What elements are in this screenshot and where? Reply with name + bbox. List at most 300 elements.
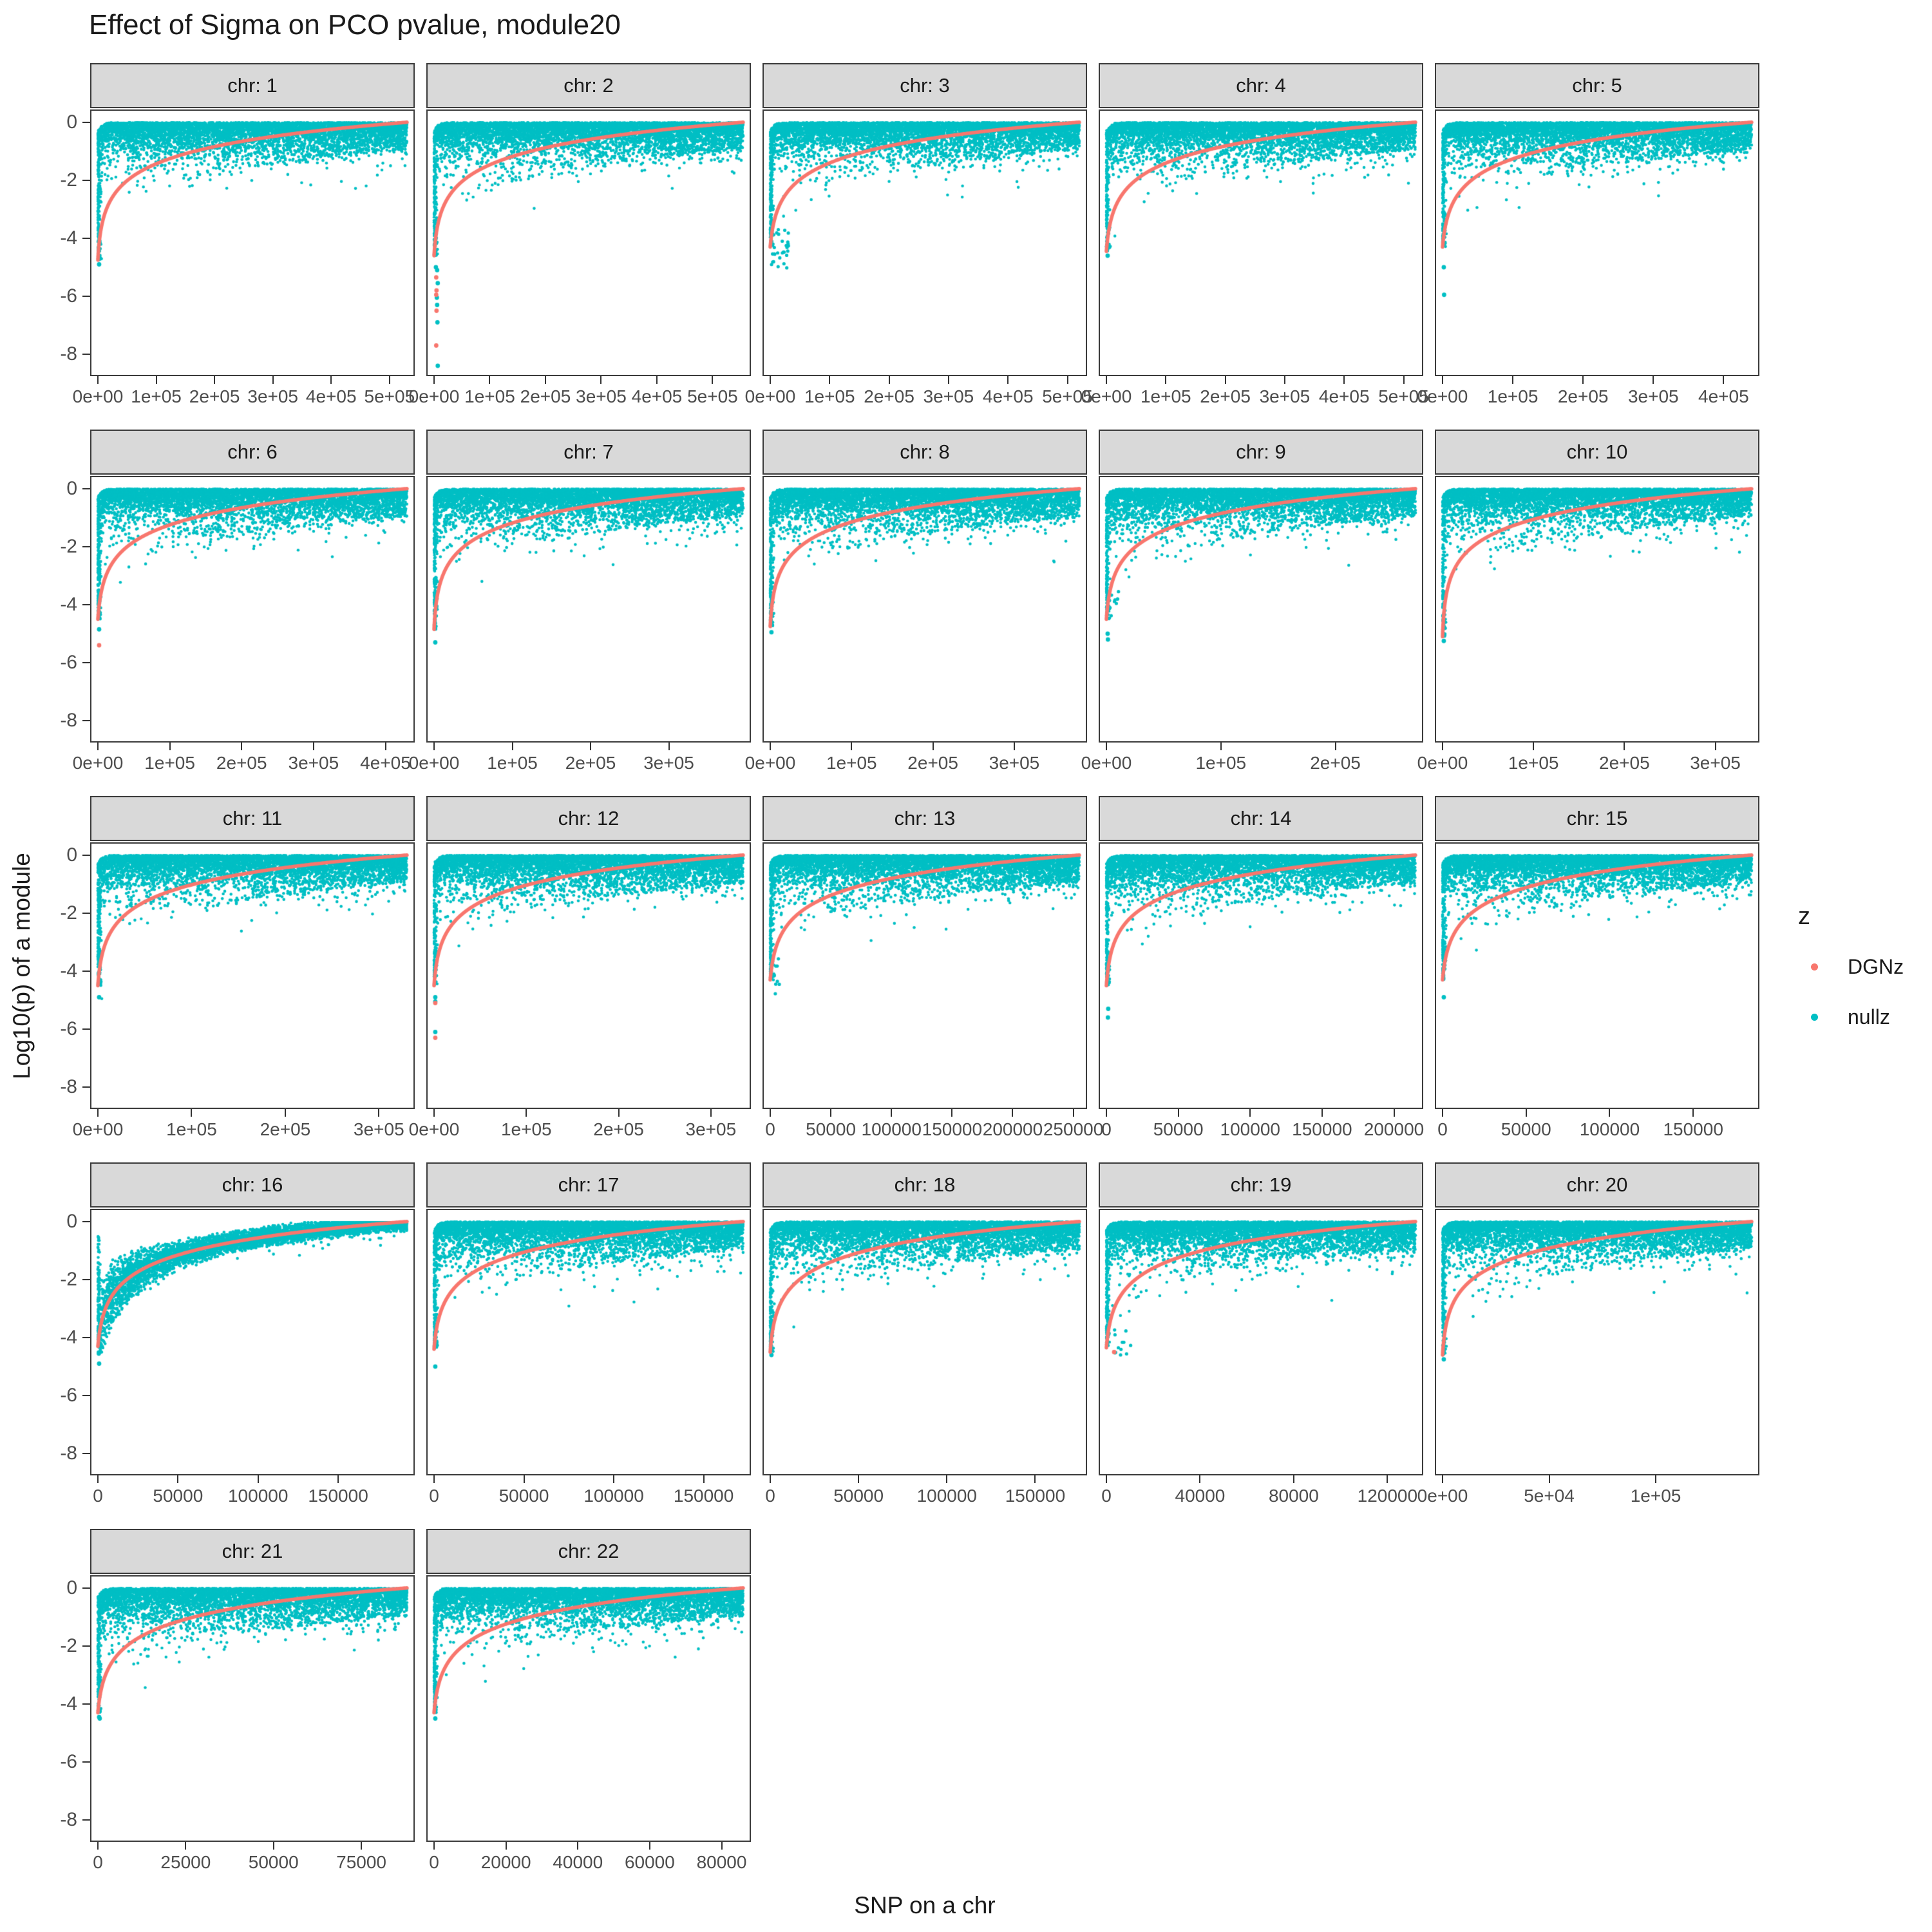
x-tick — [1220, 743, 1222, 750]
x-tick — [313, 743, 314, 750]
x-tick-label: 50000 — [833, 1486, 884, 1506]
x-tick-label: 100000 — [583, 1486, 644, 1506]
y-tick — [82, 488, 90, 489]
x-tick — [600, 376, 601, 384]
x-tick — [1073, 1109, 1074, 1117]
x-tick — [830, 1109, 831, 1117]
facet-strip-label: chr: 7 — [564, 440, 614, 463]
x-tick-label: 1e+05 — [144, 753, 195, 773]
x-tick-label: 50000 — [498, 1486, 549, 1506]
x-tick — [1609, 1109, 1610, 1117]
x-tick-label: 50000 — [806, 1119, 857, 1139]
facet-strip-18 — [762, 1162, 1087, 1208]
y-tick — [82, 1279, 90, 1280]
facet-strip-label: chr: 12 — [558, 807, 620, 829]
x-tick-label: 3e+05 — [354, 1119, 404, 1139]
x-tick — [1692, 1109, 1694, 1117]
x-tick — [710, 1109, 712, 1117]
y-tick-label: -8 — [60, 1076, 77, 1097]
x-tick-label: 0e+00 — [72, 386, 124, 406]
x-tick-label: 5e+05 — [687, 386, 738, 406]
x-tick — [1387, 1475, 1388, 1483]
x-tick — [97, 1842, 99, 1850]
x-tick-label: 80000 — [696, 1852, 747, 1872]
x-tick-label: 250000 — [1043, 1119, 1104, 1139]
facet-strip-22 — [426, 1529, 751, 1574]
facet-panel-8 — [762, 476, 1087, 743]
x-tick-label: 80000 — [1268, 1486, 1319, 1506]
x-tick — [770, 743, 771, 750]
scatter-canvas-5 — [1436, 111, 1758, 375]
facet-strip-label: chr: 20 — [1566, 1173, 1628, 1196]
x-tick-label: 3e+05 — [989, 753, 1040, 773]
x-tick-label: 4e+05 — [1698, 386, 1749, 406]
x-tick-label: 2e+05 — [216, 753, 267, 773]
y-tick — [82, 1337, 90, 1338]
facet-strip-label: chr: 17 — [558, 1173, 620, 1196]
x-tick — [545, 376, 546, 384]
x-tick — [1178, 1109, 1179, 1117]
x-tick — [526, 1109, 527, 1117]
facet-strip-label: chr: 13 — [894, 807, 956, 829]
x-tick — [1034, 1475, 1036, 1483]
x-tick — [489, 376, 490, 384]
x-tick — [272, 376, 274, 384]
scatter-canvas-21 — [91, 1577, 413, 1841]
y-tick — [82, 546, 90, 547]
legend — [1785, 903, 1931, 1031]
x-tick — [169, 743, 171, 750]
legend-title: z — [1798, 903, 1810, 930]
x-tick-label: 0e+00 — [1417, 386, 1468, 406]
scatter-canvas-11 — [91, 844, 413, 1108]
y-tick — [82, 122, 90, 123]
x-tick-label: 3e+05 — [1690, 753, 1741, 773]
x-tick-label: 5e+05 — [1042, 386, 1093, 406]
x-tick — [703, 1475, 705, 1483]
legend-item-dgnz — [1785, 952, 1931, 981]
facet-panel-4 — [1099, 109, 1423, 376]
x-tick — [241, 743, 242, 750]
y-tick-label: 0 — [66, 478, 77, 499]
y-tick — [82, 354, 90, 355]
x-tick-label: 0 — [1101, 1119, 1112, 1139]
x-tick-label: 1e+05 — [131, 386, 182, 406]
y-tick — [82, 1221, 90, 1222]
x-tick-label: 50000 — [1153, 1119, 1204, 1139]
scatter-canvas-13 — [764, 844, 1086, 1108]
y-tick-label: -4 — [60, 227, 77, 249]
x-tick-label: 0e+00 — [408, 753, 460, 773]
facet-strip-12 — [426, 796, 751, 841]
y-tick — [82, 180, 90, 181]
x-tick — [378, 1109, 379, 1117]
x-tick-label: 1e+05 — [1508, 753, 1559, 773]
scatter-canvas-12 — [428, 844, 750, 1108]
x-tick — [433, 1109, 435, 1117]
scatter-canvas-4 — [1100, 111, 1422, 375]
x-tick — [1249, 1109, 1251, 1117]
dgnz-point-icon — [1811, 963, 1818, 971]
x-tick — [156, 376, 157, 384]
x-tick — [1442, 1109, 1443, 1117]
facet-strip-label: chr: 21 — [222, 1540, 283, 1562]
x-tick — [1106, 1475, 1107, 1483]
x-tick-label: 150000 — [1663, 1119, 1723, 1139]
x-tick-label: 50000 — [248, 1852, 299, 1872]
x-tick-label: 0 — [1101, 1486, 1112, 1506]
x-tick — [1394, 1109, 1395, 1117]
x-tick — [1106, 1109, 1107, 1117]
x-tick — [337, 1475, 339, 1483]
x-tick-label: 1e+05 — [1195, 753, 1247, 773]
x-tick-label: 0e+00 — [1081, 386, 1132, 406]
facet-panel-17 — [426, 1209, 751, 1475]
x-tick — [330, 376, 332, 384]
x-tick-label: 40000 — [1175, 1486, 1226, 1506]
x-tick-label: 3e+05 — [576, 386, 627, 406]
facet-panel-9 — [1099, 476, 1423, 743]
x-tick — [1442, 743, 1443, 750]
facet-panel-5 — [1435, 109, 1759, 376]
x-tick-label: 3e+05 — [923, 386, 974, 406]
x-tick — [273, 1842, 274, 1850]
x-tick-label: 1e+05 — [487, 753, 538, 773]
x-tick-label: 0e+00 — [744, 753, 796, 773]
scatter-canvas-15 — [1436, 844, 1758, 1108]
facet-strip-11 — [90, 796, 415, 841]
x-tick-label: 150000 — [308, 1486, 368, 1506]
y-tick — [82, 1587, 90, 1589]
facet-strip-4 — [1099, 63, 1423, 108]
facet-strip-label: chr: 14 — [1230, 807, 1292, 829]
x-tick — [433, 743, 435, 750]
scatter-canvas-20 — [1436, 1210, 1758, 1474]
facet-panel-11 — [90, 842, 415, 1109]
x-tick-label: 0 — [429, 1852, 439, 1872]
x-tick-label: 40000 — [553, 1852, 603, 1872]
x-tick-label: 2e+05 — [593, 1119, 644, 1139]
x-tick-label: 2e+05 — [907, 753, 958, 773]
x-tick-label: 2e+05 — [864, 386, 914, 406]
x-tick-label: 4e+05 — [360, 753, 411, 773]
x-tick-label: 4e+05 — [305, 386, 357, 406]
facet-strip-1 — [90, 63, 415, 108]
x-tick — [1655, 1475, 1656, 1483]
x-tick — [951, 1109, 952, 1117]
x-tick — [1582, 376, 1584, 384]
x-tick — [97, 376, 99, 384]
facet-strip-label: chr: 9 — [1236, 440, 1286, 463]
x-tick — [613, 1475, 614, 1483]
x-tick-label: 1e+05 — [804, 386, 855, 406]
x-tick — [891, 1109, 892, 1117]
facet-strip-label: chr: 18 — [894, 1173, 956, 1196]
facet-panel-10 — [1435, 476, 1759, 743]
x-tick-label: 0e+00 — [1417, 753, 1468, 773]
x-tick-label: 60000 — [624, 1852, 675, 1872]
x-tick-label: 0 — [765, 1486, 775, 1506]
y-tick — [82, 604, 90, 605]
facet-strip-label: chr: 11 — [222, 807, 283, 829]
x-tick — [946, 1475, 947, 1483]
x-tick — [512, 743, 513, 750]
facet-strip-label: chr: 22 — [558, 1540, 620, 1562]
x-tick-label: 2e+05 — [1310, 753, 1361, 773]
x-tick-label: 0 — [765, 1119, 775, 1139]
x-tick — [1343, 376, 1345, 384]
x-tick — [1012, 1109, 1013, 1117]
x-tick-label: 0e+00 — [1081, 753, 1132, 773]
x-tick — [829, 376, 830, 384]
y-tick-label: -8 — [60, 343, 77, 365]
y-tick-label: -8 — [60, 1809, 77, 1830]
x-tick-label: 25000 — [160, 1852, 211, 1872]
x-tick-label: 4e+05 — [1318, 386, 1370, 406]
legend-label-dgnz: DGNz — [1848, 954, 1904, 978]
x-tick — [1335, 743, 1336, 750]
x-tick — [1526, 1109, 1527, 1117]
x-tick-label: 3e+05 — [1627, 386, 1679, 406]
x-tick — [191, 1109, 192, 1117]
x-tick — [656, 376, 658, 384]
y-tick-label: 0 — [66, 1211, 77, 1232]
x-tick-label: 50000 — [1501, 1119, 1551, 1139]
y-tick-label: -8 — [60, 710, 77, 731]
x-tick-label: 2e+05 — [1200, 386, 1251, 406]
facet-strip-label: chr: 5 — [1572, 74, 1622, 97]
facet-panel-20 — [1435, 1209, 1759, 1475]
y-tick — [82, 1028, 90, 1030]
x-tick-label: 100000 — [861, 1119, 922, 1139]
facet-strip-15 — [1435, 796, 1759, 841]
x-tick — [590, 743, 591, 750]
facet-strip-7 — [426, 430, 751, 475]
facet-strip-8 — [762, 430, 1087, 475]
facet-strip-label: chr: 4 — [1236, 74, 1286, 97]
facet-panel-19 — [1099, 1209, 1423, 1475]
x-tick-label: 100000 — [227, 1486, 289, 1506]
x-tick-label: 0e+00 — [72, 1119, 124, 1139]
x-tick — [1199, 1475, 1200, 1483]
x-tick-label: 5e+05 — [1378, 386, 1429, 406]
facet-strip-21 — [90, 1529, 415, 1574]
facet-panel-18 — [762, 1209, 1087, 1475]
x-tick — [668, 743, 670, 750]
y-tick — [82, 1645, 90, 1647]
x-tick — [933, 743, 934, 750]
x-tick-label: 1e+05 — [826, 753, 877, 773]
x-tick — [97, 743, 99, 750]
scatter-canvas-9 — [1100, 477, 1422, 741]
y-tick — [82, 1453, 90, 1454]
scatter-canvas-6 — [91, 477, 413, 741]
x-tick — [851, 743, 852, 750]
facet-strip-9 — [1099, 430, 1423, 475]
x-tick — [649, 1842, 650, 1850]
y-tick-label: -8 — [60, 1443, 77, 1464]
x-tick-label: 1e+05 — [166, 1119, 217, 1139]
x-tick-label: 0e+00 — [744, 386, 796, 406]
facet-panel-15 — [1435, 842, 1759, 1109]
facet-strip-20 — [1435, 1162, 1759, 1208]
y-tick-label: -2 — [60, 902, 77, 923]
x-tick-label: 120000 — [1357, 1486, 1418, 1506]
x-tick-label: 0 — [1437, 1119, 1448, 1139]
x-tick-label: 0 — [93, 1486, 103, 1506]
x-tick — [1106, 376, 1107, 384]
facet-strip-label: chr: 15 — [1566, 807, 1628, 829]
x-tick — [948, 376, 949, 384]
facet-strip-17 — [426, 1162, 751, 1208]
facet-panel-7 — [426, 476, 751, 743]
facet-strip-label: chr: 2 — [564, 74, 614, 97]
legend-item-nullz — [1785, 1003, 1931, 1031]
x-tick-label: 2e+05 — [520, 386, 571, 406]
x-tick-label: 2e+05 — [189, 386, 240, 406]
y-tick — [82, 855, 90, 856]
y-tick — [82, 662, 90, 663]
x-tick — [433, 1475, 435, 1483]
x-tick-label: 1e+05 — [464, 386, 515, 406]
scatter-canvas-22 — [428, 1577, 750, 1841]
x-tick — [433, 376, 435, 384]
scatter-canvas-7 — [428, 477, 750, 741]
y-tick-label: -2 — [60, 1269, 77, 1290]
x-tick-label: 1e+05 — [500, 1119, 552, 1139]
x-tick — [721, 1842, 723, 1850]
x-tick — [1293, 1475, 1294, 1483]
x-tick — [1403, 376, 1405, 384]
x-tick-label: 1e+05 — [1140, 386, 1191, 406]
x-tick-label: 100000 — [916, 1486, 977, 1506]
x-tick-label: 3e+05 — [1259, 386, 1311, 406]
facet-strip-16 — [90, 1162, 415, 1208]
x-tick-label: 150000 — [1005, 1486, 1066, 1506]
x-tick-label: 0 — [93, 1852, 103, 1872]
x-tick — [185, 1842, 186, 1850]
x-tick — [385, 743, 386, 750]
x-tick — [1533, 743, 1534, 750]
y-tick — [82, 1395, 90, 1396]
x-tick — [506, 1842, 507, 1850]
x-tick — [214, 376, 215, 384]
x-tick-label: 1e+05 — [1487, 386, 1539, 406]
x-tick-label: 0 — [429, 1486, 439, 1506]
x-tick-label: 3e+05 — [247, 386, 299, 406]
x-tick — [1715, 743, 1716, 750]
facet-panel-6 — [90, 476, 415, 743]
x-tick — [1284, 376, 1285, 384]
scatter-canvas-1 — [91, 111, 413, 375]
x-tick — [770, 1475, 771, 1483]
x-tick — [1653, 376, 1654, 384]
facet-strip-label: chr: 19 — [1230, 1173, 1292, 1196]
y-tick — [82, 1703, 90, 1705]
x-tick-label: 100000 — [1220, 1119, 1280, 1139]
x-tick-label: 3e+05 — [643, 753, 694, 773]
scatter-canvas-16 — [91, 1210, 413, 1474]
x-tick-label: 150000 — [1292, 1119, 1352, 1139]
facet-panel-16 — [90, 1209, 415, 1475]
x-tick — [1007, 376, 1009, 384]
x-tick — [1512, 376, 1513, 384]
x-tick-label: 100000 — [1579, 1119, 1640, 1139]
x-tick — [858, 1475, 859, 1483]
facet-panel-22 — [426, 1575, 751, 1842]
facet-strip-3 — [762, 63, 1087, 108]
x-tick — [389, 376, 390, 384]
nullz-point-icon — [1811, 1014, 1818, 1021]
x-tick-label: 0e+00 — [408, 386, 460, 406]
scatter-canvas-2 — [428, 111, 750, 375]
x-tick-label: 3e+05 — [685, 1119, 737, 1139]
x-tick — [1321, 1109, 1323, 1117]
x-tick — [1106, 743, 1107, 750]
x-tick-label: 4e+05 — [631, 386, 683, 406]
scatter-canvas-18 — [764, 1210, 1086, 1474]
x-tick-label: 0e+00 — [1417, 1486, 1468, 1506]
y-tick — [82, 1819, 90, 1821]
facet-strip-14 — [1099, 796, 1423, 841]
x-tick-label: 0e+00 — [408, 1119, 460, 1139]
facet-strip-10 — [1435, 430, 1759, 475]
y-tick — [82, 971, 90, 972]
facet-strip-label: chr: 10 — [1566, 440, 1628, 463]
y-tick-label: -2 — [60, 536, 77, 557]
facet-strip-19 — [1099, 1162, 1423, 1208]
facet-strip-13 — [762, 796, 1087, 841]
x-tick-label: 5e+05 — [364, 386, 415, 406]
x-tick-label: 200000 — [1363, 1119, 1425, 1139]
y-tick — [82, 238, 90, 239]
x-tick — [97, 1475, 99, 1483]
legend-label-nullz: nullz — [1848, 1005, 1890, 1028]
y-axis-title: Log10(p) of a module — [8, 853, 35, 1079]
x-tick — [712, 376, 713, 384]
facet-strip-5 — [1435, 63, 1759, 108]
x-tick-label: 2e+05 — [565, 753, 616, 773]
x-tick-label: 3e+05 — [288, 753, 339, 773]
x-tick-label: 4e+05 — [982, 386, 1034, 406]
x-tick — [1165, 376, 1166, 384]
y-tick-label: -4 — [60, 594, 77, 615]
facet-panel-13 — [762, 842, 1087, 1109]
y-tick-label: -6 — [60, 1018, 77, 1039]
x-tick — [524, 1475, 525, 1483]
scatter-canvas-19 — [1100, 1210, 1422, 1474]
y-tick-label: -2 — [60, 1635, 77, 1656]
x-tick — [618, 1109, 620, 1117]
scatter-canvas-10 — [1436, 477, 1758, 741]
x-tick-label: 20000 — [480, 1852, 531, 1872]
x-tick-label: 2e+05 — [1599, 753, 1650, 773]
x-tick — [1442, 376, 1443, 384]
x-tick — [177, 1475, 178, 1483]
y-tick-label: 0 — [66, 111, 77, 133]
x-tick — [1624, 743, 1625, 750]
facet-strip-label: chr: 1 — [227, 74, 278, 97]
facet-strip-label: chr: 16 — [222, 1173, 283, 1196]
x-tick — [770, 376, 771, 384]
y-tick-label: -4 — [60, 1327, 77, 1348]
x-tick — [1067, 376, 1068, 384]
facet-strip-label: chr: 3 — [900, 74, 950, 97]
y-tick-label: -2 — [60, 169, 77, 191]
y-tick — [82, 1761, 90, 1763]
x-tick — [433, 1842, 435, 1850]
x-tick — [361, 1842, 362, 1850]
